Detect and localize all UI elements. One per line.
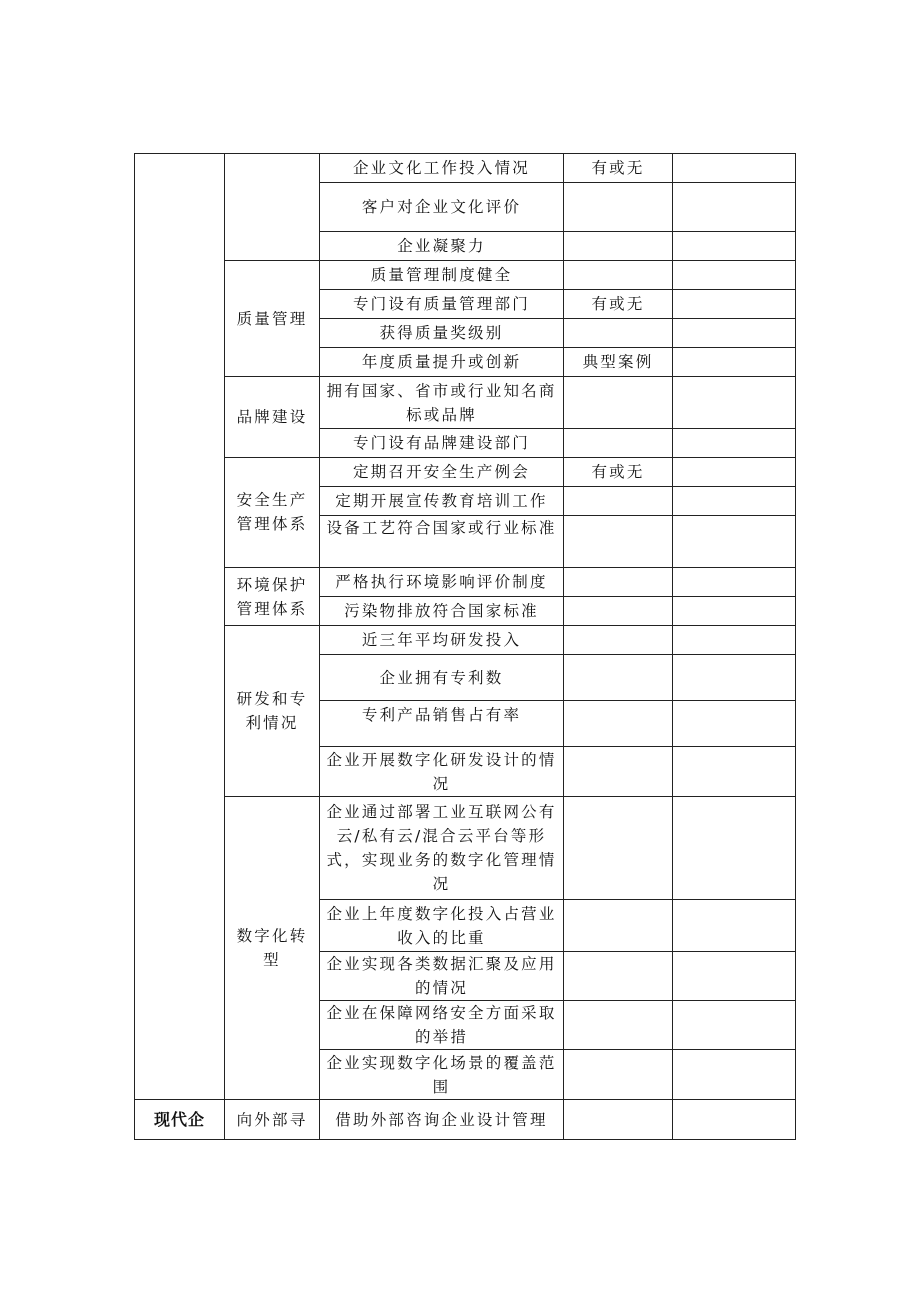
note-cell — [673, 319, 796, 348]
form-cell — [564, 701, 673, 747]
note-cell — [673, 429, 796, 458]
indicator-cell: 企业通过部署工业互联网公有云/私有云/混合云平台等形式，实现业务的数字化管理情况 — [320, 797, 564, 900]
category-cell: 现代企 — [135, 1100, 225, 1140]
form-cell — [564, 429, 673, 458]
table-row — [135, 568, 796, 597]
form-cell — [564, 377, 673, 429]
note-cell — [673, 568, 796, 597]
indicator-cell: 污染物排放符合国家标准 — [320, 597, 564, 626]
table-row — [135, 377, 796, 429]
note-cell — [673, 701, 796, 747]
form-cell — [564, 797, 673, 900]
note-cell — [673, 377, 796, 429]
indicator-cell: 企业凝聚力 — [320, 232, 564, 261]
form-cell — [564, 597, 673, 626]
indicator-cell: 拥有国家、省市或行业知名商标或品牌 — [320, 377, 564, 429]
note-cell — [673, 597, 796, 626]
form-cell — [564, 516, 673, 568]
indicator-cell: 企业开展数字化研发设计的情况 — [320, 747, 564, 797]
note-cell — [673, 900, 796, 952]
indicator-cell: 年度质量提升或创新 — [320, 348, 564, 377]
category-cell — [135, 154, 225, 1100]
note-cell — [673, 232, 796, 261]
note-cell — [673, 261, 796, 290]
indicator-cell: 定期开展宣传教育培训工作 — [320, 487, 564, 516]
form-cell — [564, 487, 673, 516]
indicator-cell: 企业实现数字化场景的覆盖范围 — [320, 1050, 564, 1100]
item-cell — [225, 154, 320, 261]
indicator-cell: 客户对企业文化评价 — [320, 183, 564, 232]
note-cell — [673, 290, 796, 319]
indicator-cell: 质量管理制度健全 — [320, 261, 564, 290]
form-cell: 有或无 — [564, 458, 673, 487]
form-cell — [564, 900, 673, 952]
note-cell — [673, 1100, 796, 1140]
table-row — [135, 626, 796, 655]
indicator-cell: 专门设有品牌建设部门 — [320, 429, 564, 458]
note-cell — [673, 655, 796, 701]
form-cell — [564, 1001, 673, 1050]
evaluation-table — [134, 153, 796, 1140]
form-cell: 有或无 — [564, 154, 673, 183]
form-cell — [564, 319, 673, 348]
table-row — [135, 1100, 796, 1140]
indicator-cell: 设备工艺符合国家或行业标准 — [320, 516, 564, 568]
table-row — [135, 797, 796, 900]
table-row — [135, 458, 796, 487]
form-cell — [564, 261, 673, 290]
note-cell — [673, 458, 796, 487]
form-cell — [564, 568, 673, 597]
indicator-cell: 获得质量奖级别 — [320, 319, 564, 348]
indicator-cell: 近三年平均研发投入 — [320, 626, 564, 655]
table-row — [135, 154, 796, 183]
indicator-cell: 严格执行环境影响评价制度 — [320, 568, 564, 597]
indicator-cell: 企业拥有专利数 — [320, 655, 564, 701]
note-cell — [673, 747, 796, 797]
indicator-cell: 企业文化工作投入情况 — [320, 154, 564, 183]
note-cell — [673, 1001, 796, 1050]
form-cell — [564, 232, 673, 261]
note-cell — [673, 154, 796, 183]
indicator-cell: 专门设有质量管理部门 — [320, 290, 564, 319]
form-cell — [564, 747, 673, 797]
note-cell — [673, 183, 796, 232]
form-cell — [564, 1100, 673, 1140]
form-cell — [564, 183, 673, 232]
indicator-cell: 企业上年度数字化投入占营业收入的比重 — [320, 900, 564, 952]
item-cell: 品牌建设 — [225, 377, 320, 458]
note-cell — [673, 516, 796, 568]
indicator-cell: 专利产品销售占有率 — [320, 701, 564, 747]
item-cell: 质量管理 — [225, 261, 320, 377]
note-cell — [673, 487, 796, 516]
note-cell — [673, 797, 796, 900]
item-cell: 研发和专利情况 — [225, 626, 320, 797]
form-cell — [564, 655, 673, 701]
form-cell — [564, 1050, 673, 1100]
indicator-cell: 企业实现各类数据汇聚及应用的情况 — [320, 952, 564, 1001]
item-cell: 向外部寻 — [225, 1100, 320, 1140]
table-row — [135, 261, 796, 290]
form-cell — [564, 626, 673, 655]
indicator-cell: 借助外部咨询企业设计管理 — [320, 1100, 564, 1140]
form-cell: 典型案例 — [564, 348, 673, 377]
item-cell: 安全生产管理体系 — [225, 458, 320, 568]
form-cell — [564, 952, 673, 1001]
indicator-cell: 企业在保障网络安全方面采取的举措 — [320, 1001, 564, 1050]
item-cell: 环境保护管理体系 — [225, 568, 320, 626]
item-cell: 数字化转型 — [225, 797, 320, 1100]
form-cell: 有或无 — [564, 290, 673, 319]
note-cell — [673, 626, 796, 655]
note-cell — [673, 348, 796, 377]
indicator-cell: 定期召开安全生产例会 — [320, 458, 564, 487]
note-cell — [673, 1050, 796, 1100]
note-cell — [673, 952, 796, 1001]
